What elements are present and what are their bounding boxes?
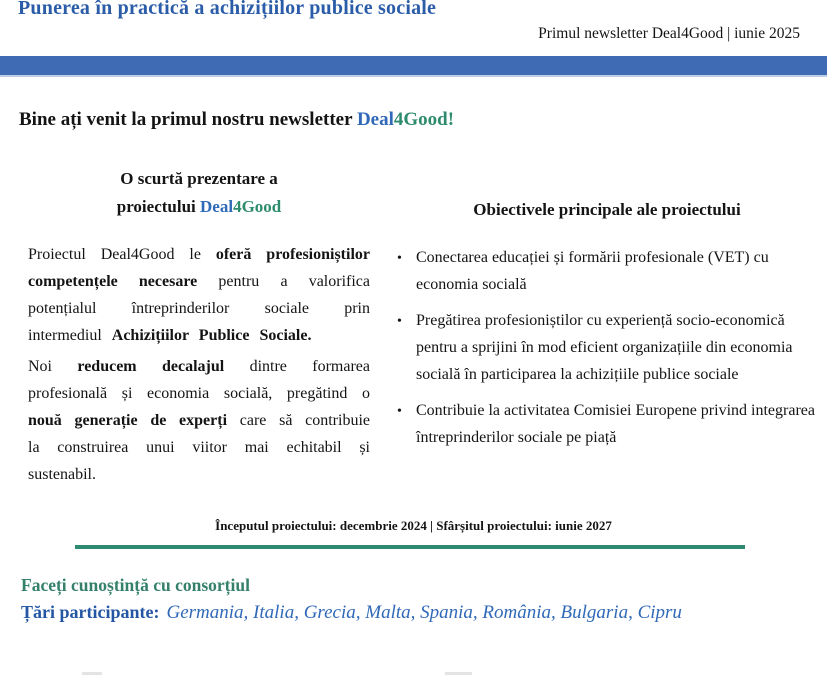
bullet-icon: •: [397, 251, 402, 266]
text-segment: Deal: [200, 196, 234, 216]
text-segment: proiectului: [116, 196, 201, 216]
about-paragraph-2: [28, 353, 370, 488]
newsletter-issue-line: Primul newsletter Deal4Good | iunie 2025: [538, 25, 800, 42]
text-segment: oferă profesioniștilor competențele necesare: [28, 246, 370, 290]
text-segment: pentru a valorifica potențialul întreprinderilor sociale prin intermediul: [28, 273, 371, 344]
text-segment: Bine ați venit la primul nostru newsletter: [19, 109, 357, 130]
countries-label: Țări participante:: [21, 602, 160, 622]
bullet-icon: •: [397, 404, 402, 419]
objective-item: [393, 244, 821, 298]
text-segment: Achizițiilor Publice Sociale.: [111, 327, 312, 344]
text-segment: Noi: [28, 358, 78, 375]
text-segment: Deal: [356, 109, 394, 130]
project-timeline: Începutul proiectului: decembrie 2024 | Sfârșitul proiectului: iunie 2027: [215, 518, 612, 533]
text-segment: dintre formarea profesională și economia socială, pregătind o: [28, 358, 370, 402]
welcome-heading: [19, 109, 454, 131]
consortium-heading: Faceți cunoștință cu consorțiul: [21, 575, 250, 595]
countries-line: [21, 602, 682, 624]
objectives-column: [393, 196, 821, 460]
text-segment: reducem decalajul: [77, 358, 225, 375]
objective-item: [393, 307, 821, 388]
text-segment: 4Good!: [393, 109, 455, 130]
about-column: [28, 165, 370, 488]
text-segment: 4Good: [233, 196, 282, 216]
countries-value: Germania, Italia, Grecia, Malta, Spania, România, Bulgaria, Cipru: [166, 602, 682, 623]
header-divider-bar: [0, 56, 827, 77]
section-divider-line: [75, 545, 745, 549]
text-segment: Proiectul Deal4Good le: [28, 246, 216, 263]
bullet-icon: •: [397, 314, 402, 329]
objective-item: [393, 397, 821, 451]
about-heading: [28, 165, 370, 220]
objective-text: Contribuie la activitatea Comisiei Europene privind integrarea întreprinderilor sociale pe piață: [416, 402, 815, 446]
about-paragraph-1: [28, 241, 370, 349]
page-title: Punerea în practică a achizițiilor publice sociale: [18, 0, 437, 19]
text-segment: care să contribuie la construirea unui viitor mai echitabil și sustenabil.: [28, 412, 370, 483]
objectives-list: [393, 244, 821, 451]
objective-text: Pregătirea profesioniștilor cu experiență socio-economică pentru a sprijini în mod eficient organizațiile din economia socială în participarea la achizițiile publice sociale: [416, 312, 793, 383]
text-segment: O scurtă prezentare a: [120, 169, 278, 188]
objective-text: Conectarea educației și formării profesionale (VET) cu economia socială: [416, 249, 769, 293]
text-segment: nouă generație de experți: [28, 412, 228, 429]
objectives-heading: Obiectivele principale ale proiectului: [473, 200, 741, 219]
